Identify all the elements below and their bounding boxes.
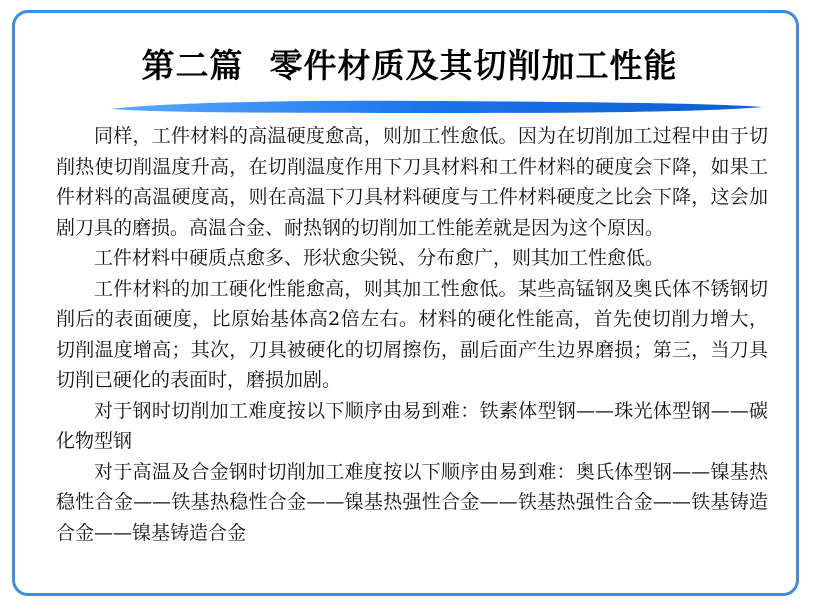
paragraph-steel-difficulty-order: 对于钢时切削加工难度按以下顺序由易到难：铁素体型钢——珠光体型钢——碳化物型钢 [56, 399, 768, 452]
slide-body [56, 121, 768, 548]
title-text: 零件材质及其切削加工性能 [269, 46, 678, 85]
paragraph-high-temp-hardness: 同样，工件材料的高温硬度愈高，则加工性愈低。因为在切削加工过程中由于切削热使切削温度升高，在切削温度作用下刀具材料和工件材料的硬度会下降，如果工件材料的高温硬度高，则在高温下刀具材料硬度与工件材料硬度之比会下降，这会加剧刀具的磨损。高温合金、耐热钢的切削加工性能差就是因为这个原因。 [56, 125, 768, 239]
paragraph-hard-particles: 工件材料中硬质点愈多、形状愈尖锐、分布愈广，则其加工性愈低。 [94, 247, 665, 269]
slide-title [0, 40, 819, 87]
paragraph-work-hardening: 工件材料的加工硬化性能愈高，则其加工性愈低。某些高锰钢及奥氏体不锈钢切削后的表面硬度，比原始基体高2倍左右。材料的硬化性能高，首先使切削力增大，切削温度增高；其次，刀具被硬化的切屑擦伤，副后面产生边界磨损；第三，当刀具切削已硬化的表面时，磨损加剧。 [56, 277, 768, 391]
title-part-number: 第二篇 [141, 46, 244, 85]
paragraph-alloy-difficulty-order: 对于高温及合金钢时切削加工难度按以下顺序由易到难：奥氏体型钢——镍基热稳性合金——铁基热稳性合金——镍基热强性合金——铁基热强性合金——铁基铸造合金——镍基铸造合金 [56, 460, 768, 544]
title-underline-brushstroke [108, 98, 764, 116]
